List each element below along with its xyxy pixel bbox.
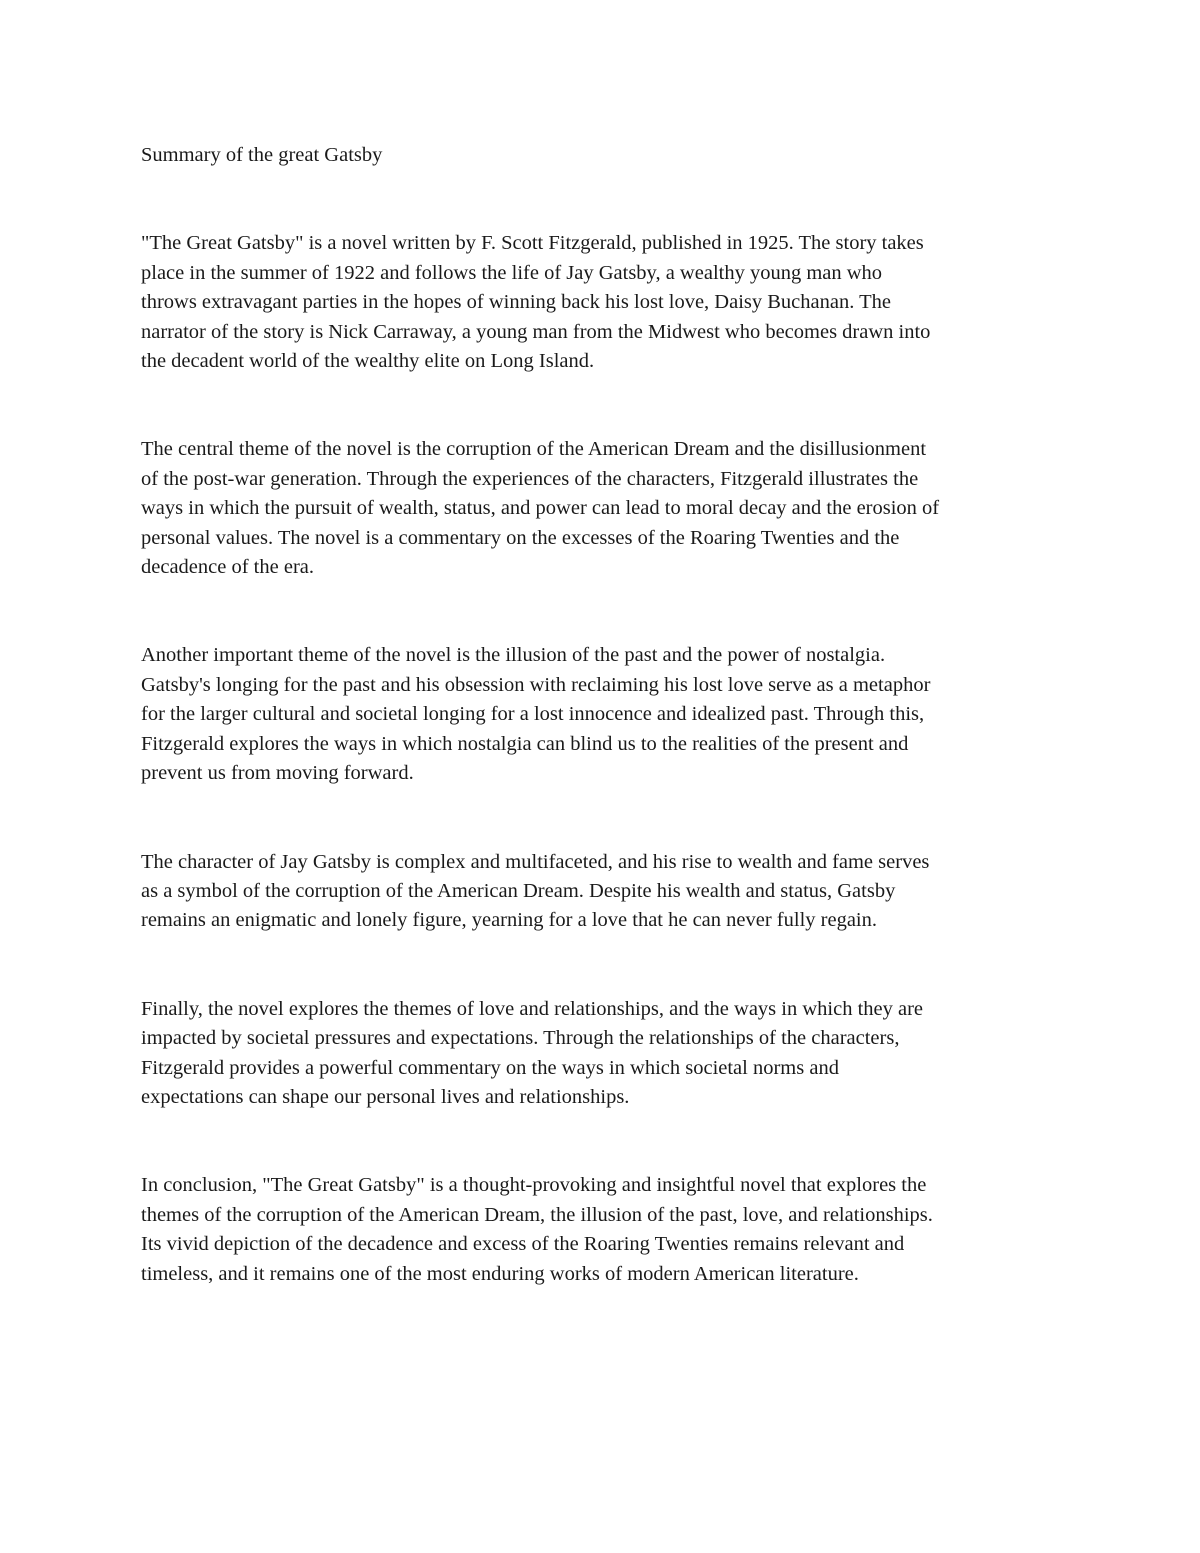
text-line: The central theme of the novel is the corruption of the American Dream and the disillusionment	[141, 438, 927, 461]
paragraph-central-theme	[141, 435, 1071, 582]
text-line: the decadent world of the wealthy elite on Long Island.	[141, 350, 595, 373]
text-line: timeless, and it remains one of the most enduring works of modern American literature.	[141, 1262, 859, 1285]
text-line: throws extravagant parties in the hopes of winning back his lost love, Daisy Buchanan. The	[141, 291, 891, 314]
text-line: "The Great Gatsby" is a novel written by F. Scott Fitzgerald, published in 1925. The story takes	[141, 232, 924, 255]
paragraph-gatsby-character	[141, 848, 1071, 936]
text-line: In conclusion, "The Great Gatsby" is a thought-provoking and insightful novel that explores the	[141, 1174, 927, 1197]
text-line: Its vivid depiction of the decadence and excess of the Roaring Twenties remains relevant and	[141, 1233, 905, 1256]
text-line: personal values. The novel is a commentary on the excesses of the Roaring Twenties and the	[141, 526, 900, 549]
paragraph-plot-summary	[141, 229, 1071, 376]
text-line: Another important theme of the novel is the illusion of the past and the power of nostalgia.	[141, 644, 886, 667]
paragraph-nostalgia-theme	[141, 641, 1071, 788]
text-line: The character of Jay Gatsby is complex and multifaceted, and his rise to wealth and fame serves	[141, 850, 930, 873]
text-line: Finally, the novel explores the themes of love and relationships, and the ways in which they are	[141, 997, 924, 1020]
document-title: Summary of the great Gatsby	[141, 144, 383, 166]
text-line: prevent us from moving forward.	[141, 762, 414, 785]
text-line: Gatsby's longing for the past and his obsession with reclaiming his lost love serve as a metaphor	[141, 673, 931, 696]
text-line: expectations can shape our personal lives and relationships.	[141, 1085, 630, 1108]
text-line: Fitzgerald explores the ways in which nostalgia can blind us to the realities of the present and	[141, 732, 909, 755]
text-line: impacted by societal pressures and expectations. Through the relationships of the characters,	[141, 1027, 900, 1050]
text-line: ways in which the pursuit of wealth, status, and power can lead to moral decay and the erosion of	[141, 497, 940, 520]
text-line: for the larger cultural and societal longing for a lost innocence and idealized past. Through this,	[141, 703, 925, 726]
text-line: of the post-war generation. Through the experiences of the characters, Fitzgerald illustrates the	[141, 467, 919, 490]
text-line: narrator of the story is Nick Carraway, a young man from the Midwest who becomes drawn into	[141, 320, 931, 343]
text-line: remains an enigmatic and lonely figure, yearning for a love that he can never fully regain.	[141, 909, 877, 932]
text-line: themes of the corruption of the American Dream, the illusion of the past, love, and relationships.	[141, 1203, 933, 1226]
paragraph-love-relationships	[141, 995, 1071, 1113]
text-line: Fitzgerald provides a powerful commentary on the ways in which societal norms and	[141, 1056, 839, 1079]
paragraph-conclusion	[141, 1171, 1071, 1289]
text-line: place in the summer of 1922 and follows the life of Jay Gatsby, a wealthy young man who	[141, 261, 883, 284]
text-line: as a symbol of the corruption of the American Dream. Despite his wealth and status, Gatsby	[141, 879, 896, 902]
text-line: decadence of the era.	[141, 556, 314, 579]
document-body	[141, 141, 1071, 1348]
